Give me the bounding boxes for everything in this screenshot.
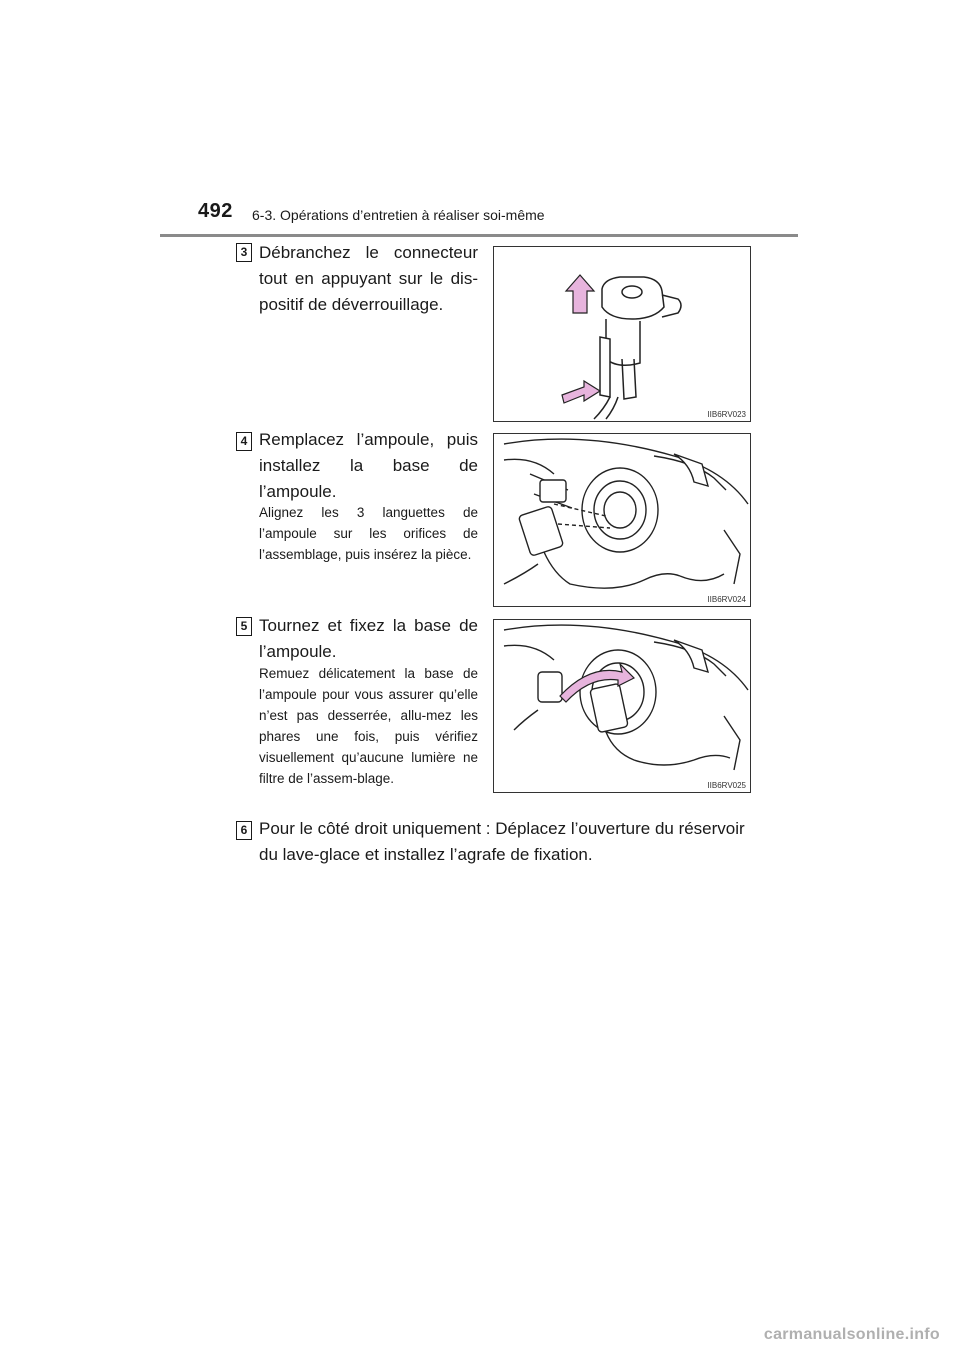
step-3-text: Débranchez le connecteur tout en appuyant sur le dis-positif de déverrouillage. <box>259 243 478 314</box>
figure-step-5 <box>493 619 751 793</box>
step-5-text: Tournez et fixez la base de l’ampoule. <box>259 616 478 661</box>
figure-step-3 <box>493 246 751 422</box>
figure-code: IIB6RV025 <box>707 781 746 790</box>
header-rule <box>160 234 798 237</box>
step-4-note: Alignez les 3 languettes de l’ampoule sur les orifices de l’assemblage, puis insérez la pièce. <box>259 505 478 562</box>
watermark: carmanualsonline.info <box>763 1326 940 1343</box>
step-4-number: 4 <box>236 432 252 451</box>
figure-step-4 <box>493 433 751 607</box>
step-4-text: Remplacez l’ampoule, puis installez la base de l’ampoule. <box>259 430 478 501</box>
step-5-note: Remuez délicatement la base de l’ampoule pour vous assurer qu’elle n’est pas desserrée, allu-mez les phares une fois, puis vérifiez visuellement qu’aucune lumière ne filtre de l’assem-blage. <box>259 666 478 786</box>
step-6-text: Pour le côté droit uniquement : Déplacez l’ouverture du réservoir du lave-glace et installez l’agrafe de fixation. <box>259 819 745 864</box>
figure-code: IIB6RV024 <box>707 595 746 604</box>
step-6-number: 6 <box>236 821 252 840</box>
headlight-bulb-rotation-diagram <box>494 620 750 792</box>
step-3-number: 3 <box>236 243 252 262</box>
figure-code: IIB6RV023 <box>707 410 746 419</box>
step-5-number: 5 <box>236 617 252 636</box>
headlight-bulb-insertion-diagram <box>494 434 750 606</box>
page-number: 492 <box>198 200 233 222</box>
section-title: 6-3. Opérations d’entretien à réaliser soi-même <box>252 207 545 223</box>
bulb-connector-unlock-diagram <box>494 247 750 421</box>
